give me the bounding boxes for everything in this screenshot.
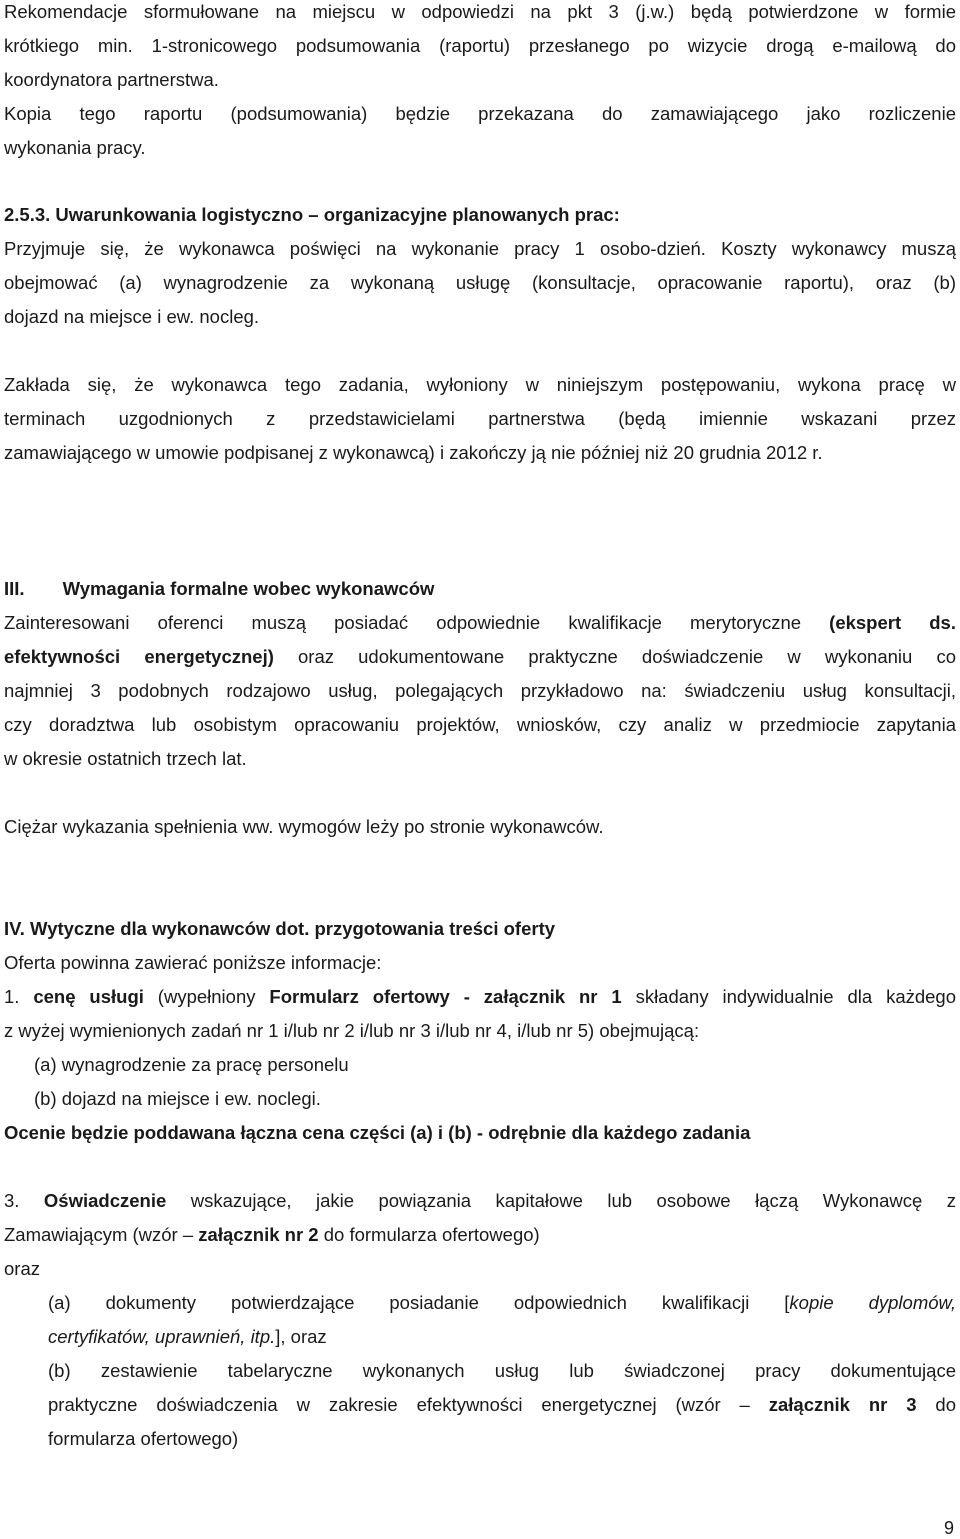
sub-item-b: (b) dojazd na miejsce i ew. noclegi. <box>34 1088 321 1109</box>
list-item-1 <box>4 985 956 1009</box>
paragraph-line: Zakłada się, że wykonawca tego zadania, wyłoniony w niniejszym postępowaniu, wykona pracę w <box>4 374 956 395</box>
paragraph-line: Kopia tego raportu (podsumowania) będzie przekazana do zamawiającego jako rozliczenie <box>4 103 956 124</box>
paragraph-line: formularza ofertowego) <box>48 1428 239 1449</box>
paragraph-line: wykonania pracy. <box>4 137 146 158</box>
paragraph-line: koordynatora partnerstwa. <box>4 69 219 90</box>
text: Przyjmuje się, że wykonawca poświęci na wykonanie pracy 1 osobo-dzień. <box>4 238 706 259</box>
bold-text: efektywności energetycznej) <box>4 646 274 667</box>
text: (a) dokumenty potwierdzające posiadanie odpowiednich kwalifikacji [ <box>48 1292 790 1313</box>
bold-text: Formularz ofertowy - załącznik nr 1 <box>269 986 622 1007</box>
sub-item-b: (b) zestawienie tabelaryczne wykonanych usług lub świadczonej pracy dokumentujące <box>48 1360 956 1381</box>
paragraph-line: terminach uzgodnionych z przedstawicielami partnerstwa (będą imiennie wskazani przez <box>4 408 956 429</box>
bold-text: Oświadczenie <box>43 1190 167 1211</box>
sub-item-a: (a) wynagrodzenie za pracę personelu <box>34 1054 349 1075</box>
italic-text: kopie dyplomów, <box>789 1292 956 1313</box>
paragraph-line <box>4 611 956 635</box>
section-heading-iv <box>4 917 956 941</box>
paragraph-line <box>4 1223 956 1247</box>
paragraph-line: w okresie ostatnich trzech lat. <box>4 748 247 769</box>
text: wskazujące, jakie powiązania kapitałowe lub osobowe łączą Wykonawcę z <box>166 1190 956 1211</box>
paragraph-line: krótkiego min. 1-stronicowego podsumowania (raportu) przesłanego po wizycie drogą e-mailową do <box>4 35 956 56</box>
section-title: IV. Wytyczne dla wykonawców dot. przygotowania treści oferty <box>4 918 556 939</box>
sub-item-a <box>48 1291 956 1315</box>
page-number: 9 <box>943 1518 954 1538</box>
paragraph-line <box>4 645 956 669</box>
paragraph-line <box>48 1393 956 1417</box>
bold-text: załącznik nr 3 <box>768 1394 917 1415</box>
item-number: 1. <box>4 986 34 1007</box>
paragraph-line <box>48 1325 956 1349</box>
text: składany indywidualnie dla każdego <box>621 986 957 1007</box>
text: (wypełniony <box>143 986 270 1007</box>
paragraph-line: najmniej 3 podobnych rodzajowo usług, polegających przykładowo na: świadczeniu usług konsultacji, <box>4 680 956 701</box>
paragraph-line: Rekomendacje sformułowane na miejscu w odpowiedzi na pkt 3 (j.w.) będą potwierdzone w formie <box>4 1 956 22</box>
section-number: III. <box>4 578 25 599</box>
bold-text: cenę usługi <box>33 986 144 1007</box>
text: praktyczne doświadczenia w zakresie efektywności energetycznej (wzór – <box>48 1394 769 1415</box>
text: oraz udokumentowane praktyczne doświadczenie w wykonaniu co <box>273 646 956 667</box>
italic-text: certyfikatów, uprawnień, itp. <box>48 1326 276 1347</box>
paragraph-line: oraz <box>4 1258 40 1279</box>
text: ], oraz <box>275 1326 327 1347</box>
paragraph-line <box>4 237 956 261</box>
paragraph-line: Oferta powinna zawierać poniższe informacje: <box>4 952 382 973</box>
text: do <box>916 1394 956 1415</box>
section-heading-2-5-3 <box>4 203 956 227</box>
bold-text: Ocenie będzie poddawana łączna cena części (a) i (b) - odrębnie dla każdego zadania <box>4 1122 751 1143</box>
text: Koszty wykonawcy muszą <box>705 238 956 259</box>
paragraph-line: Ciężar wykazania spełnienia ww. wymogów leży po stronie wykonawców. <box>4 816 604 837</box>
paragraph-line: obejmować (a) wynagrodzenie za wykonaną usługę (konsultacje, opracowanie raportu), oraz (b) <box>4 272 956 293</box>
paragraph-line: czy doradztwa lub osobistym opracowaniu projektów, wniosków, czy analiz w przedmiocie zapytania <box>4 714 956 735</box>
paragraph-line: z wyżej wymienionych zadań nr 1 i/lub nr 2 i/lub nr 3 i/lub nr 4, i/lub nr 5) obejmującą: <box>4 1020 700 1041</box>
section-title: Wymagania formalne wobec wykonawców <box>62 578 435 599</box>
paragraph-line: dojazd na miejsce i ew. nocleg. <box>4 306 260 327</box>
list-item-3 <box>4 1189 956 1213</box>
bold-text: załącznik nr 2 <box>198 1224 319 1245</box>
text: Zainteresowani oferenci muszą posiadać odpowiednie kwalifikacje merytoryczne <box>4 612 830 633</box>
section-heading-iii <box>4 577 956 601</box>
heading-text: 2.5.3. Uwarunkowania logistyczno – organizacyjne planowanych prac: <box>4 204 620 225</box>
evaluation-note <box>4 1121 956 1145</box>
item-number: 3. <box>4 1190 44 1211</box>
text: do formularza ofertowego) <box>318 1224 540 1245</box>
text: Zamawiającym (wzór – <box>4 1224 199 1245</box>
paragraph-line: zamawiającego w umowie podpisanej z wykonawcą) i zakończy ją nie później niż 20 grudnia 2012 r. <box>4 442 823 463</box>
bold-text: (ekspert ds. <box>829 612 956 633</box>
